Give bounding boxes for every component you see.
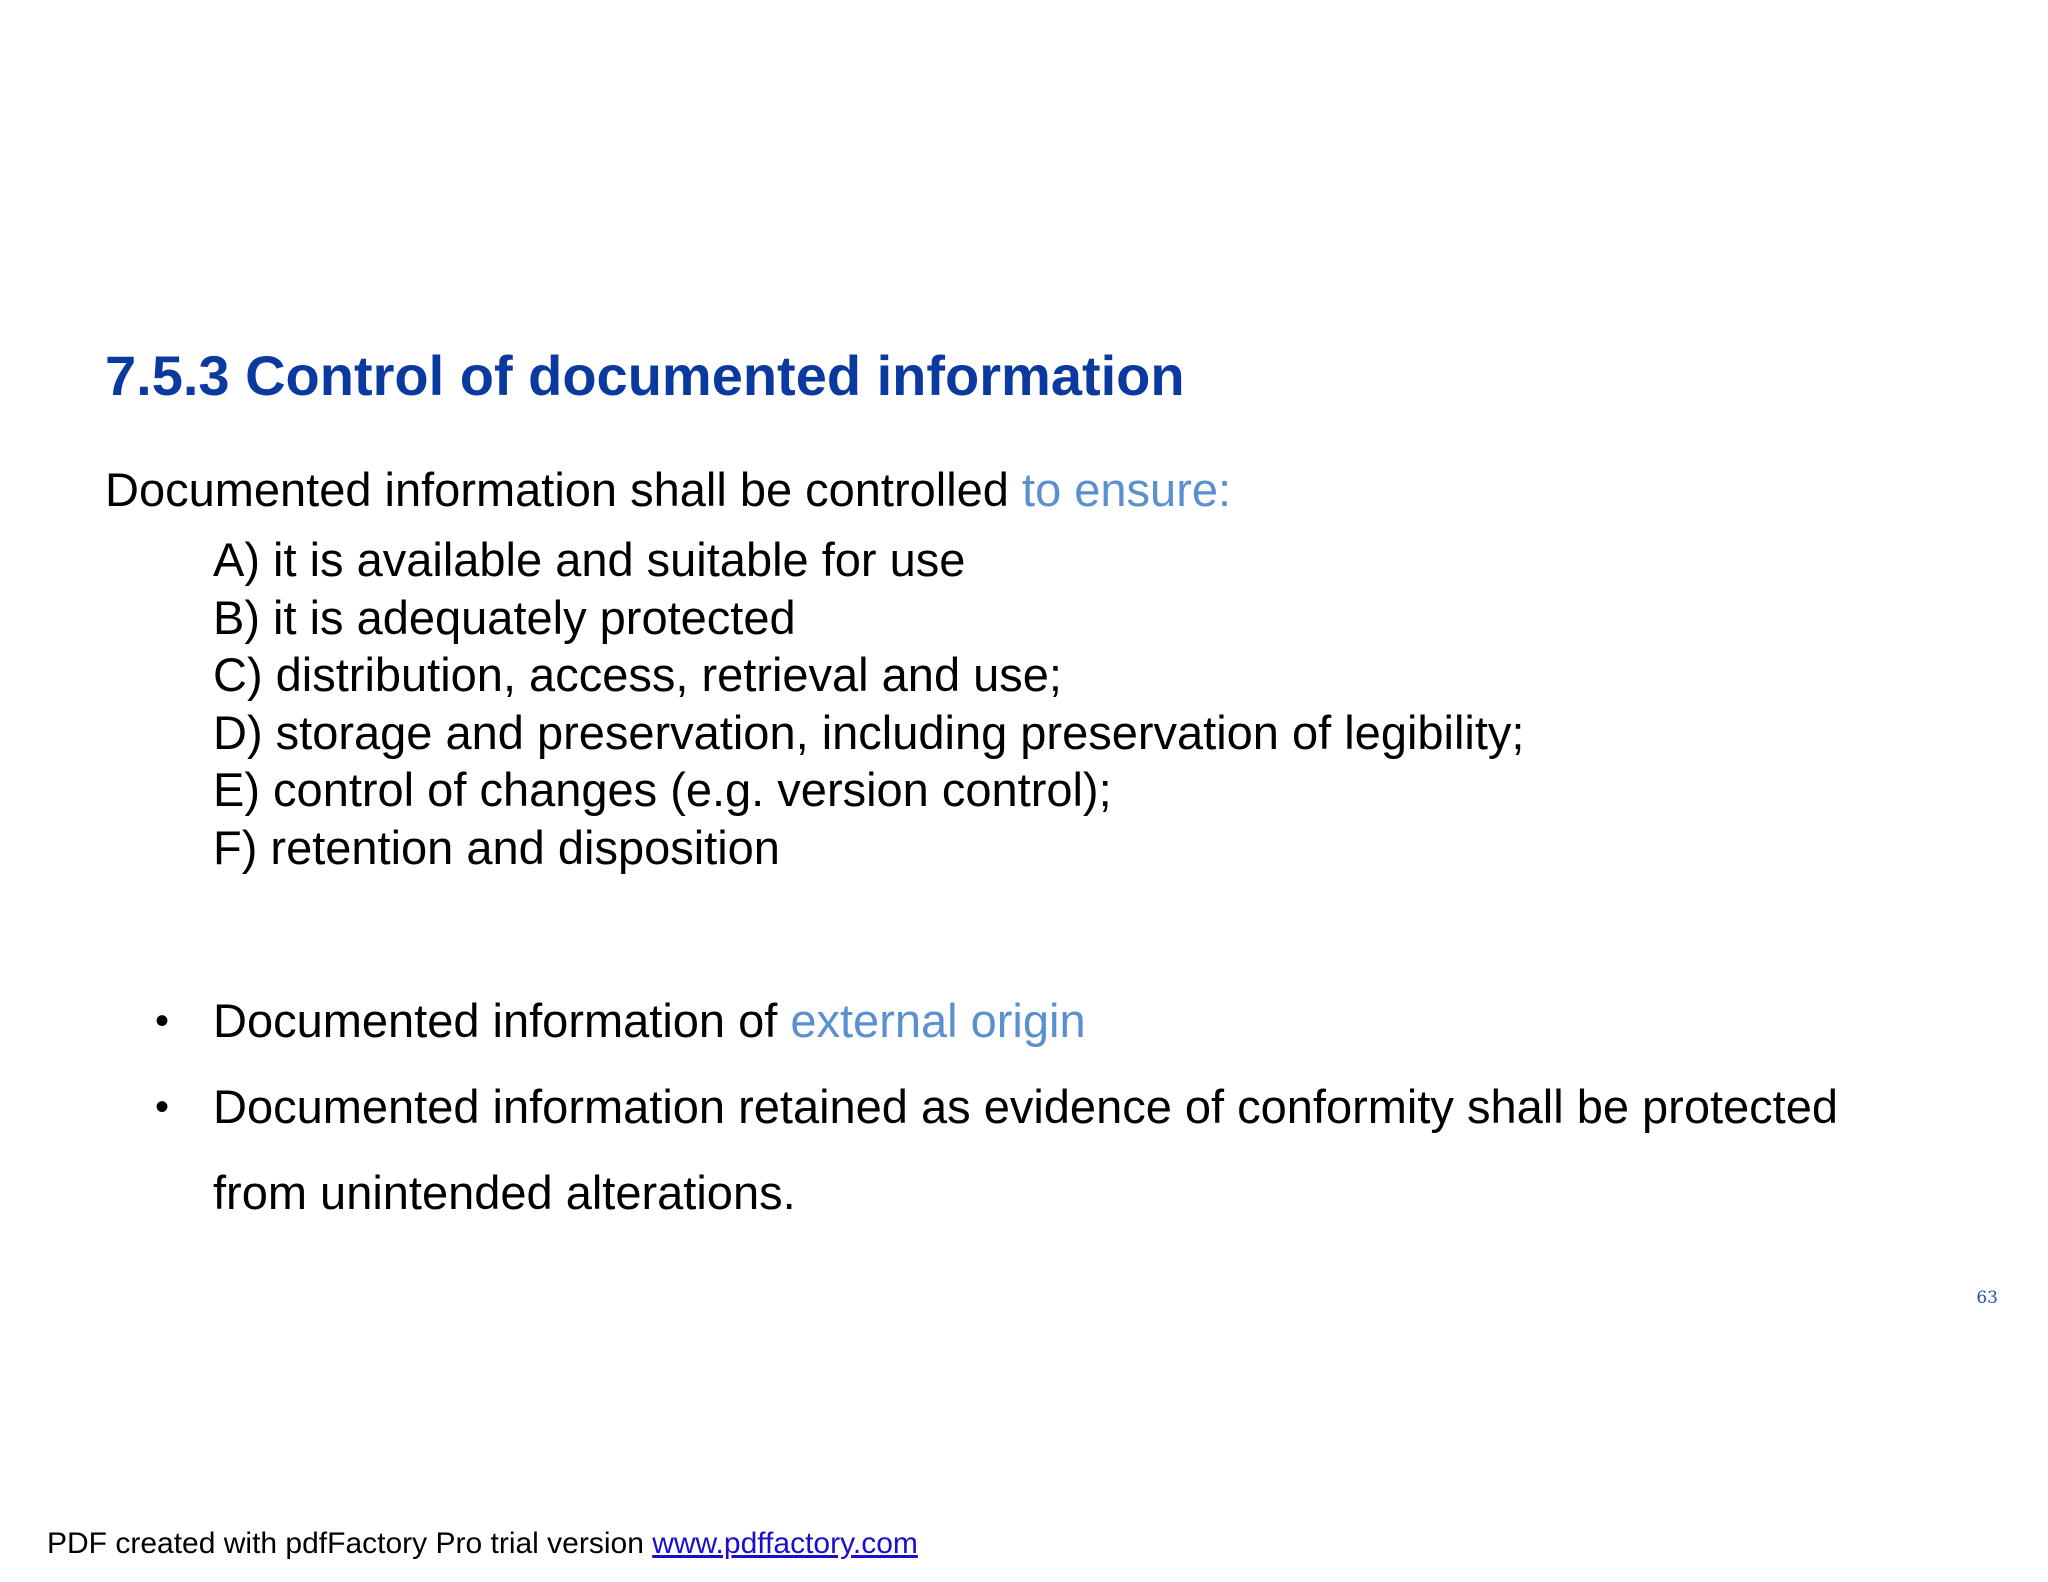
bullet-item-evidence xyxy=(155,1064,1915,1236)
bullet-2-text: Documented information retained as evidence of conformity shall be protected from unintended alterations. xyxy=(213,1080,1839,1219)
requirement-list xyxy=(213,531,1524,876)
bullet-list xyxy=(155,978,1915,1236)
bullet-1-text: Documented information of xyxy=(213,994,791,1047)
bullet-dot-icon: • xyxy=(155,1085,170,1129)
bullet-1-accent: external origin xyxy=(790,994,1086,1047)
bullet-dot-icon: • xyxy=(155,999,170,1043)
slide-title: 7.5.3 Control of documented information xyxy=(105,344,1185,407)
intro-paragraph xyxy=(105,462,1231,518)
requirement-item-f: F) retention and disposition xyxy=(213,820,780,874)
requirement-item-d: D) storage and preservation, including preservation of legibility; xyxy=(213,705,1525,759)
requirement-item-b: B) it is adequately protected xyxy=(213,590,796,644)
bullet-item-external-origin xyxy=(155,978,1915,1064)
intro-text: Documented information shall be controlled xyxy=(105,463,1023,516)
intro-accent: to ensure: xyxy=(1022,463,1232,516)
page-number: 63 xyxy=(1976,1288,1998,1308)
footer-text: PDF created with pdfFactory Pro trial version xyxy=(47,1527,653,1560)
requirement-item-a: A) it is available and suitable for use xyxy=(213,533,966,586)
requirement-item-c: C) distribution, access, retrieval and use; xyxy=(213,648,1062,701)
requirement-item-e: E) control of changes (e.g. version control); xyxy=(213,763,1112,816)
pdf-footer xyxy=(47,1527,918,1561)
pdffactory-link[interactable]: www.pdffactory.com xyxy=(652,1527,918,1560)
